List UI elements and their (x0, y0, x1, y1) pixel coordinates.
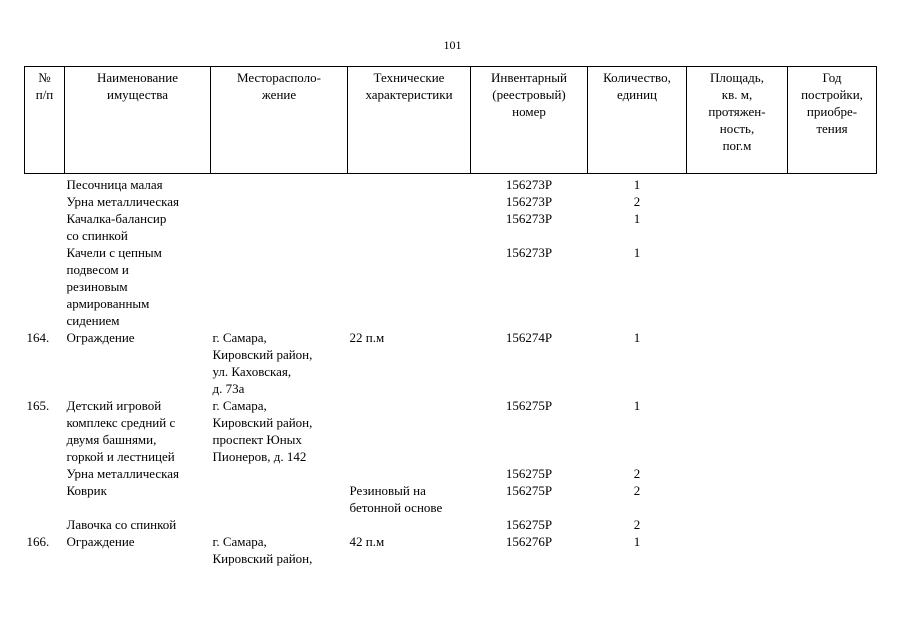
cell-tech (348, 465, 471, 482)
header-quantity: Количество, единиц (588, 67, 687, 174)
cell-num (25, 465, 65, 482)
cell-quantity: 1 (633, 177, 641, 192)
table-row (25, 174, 877, 194)
cell-tech: 42 п.м (349, 534, 385, 549)
table-row (25, 465, 877, 482)
table-row (25, 329, 877, 397)
table-row (25, 193, 877, 210)
cell-area (687, 210, 788, 244)
cell-num (25, 210, 65, 244)
cell-tech (348, 193, 471, 210)
cell-quantity: 2 (633, 194, 641, 209)
cell-tech (348, 174, 471, 194)
cell-inventory: 156275Р (505, 398, 553, 413)
cell-location (211, 482, 348, 516)
cell-location (211, 244, 348, 329)
cell-num: 164. (26, 330, 50, 345)
cell-quantity: 1 (633, 245, 641, 260)
cell-tech (348, 516, 471, 533)
header-num: № п/п (25, 67, 65, 174)
cell-tech: Резиновый на бетонной основе (349, 483, 443, 515)
cell-name: Качалка-балансир со спинкой (66, 211, 167, 243)
table-row (25, 482, 877, 516)
cell-quantity: 1 (633, 330, 641, 345)
property-register-table (24, 66, 877, 567)
header-inventory: Инвентарный (реестровый) номер (471, 67, 588, 174)
cell-area (687, 397, 788, 465)
cell-name: Качели с цепным подвесом и резиновым армированным сидением (66, 245, 162, 328)
cell-location (211, 193, 348, 210)
table-body (25, 174, 877, 568)
cell-location (211, 516, 348, 533)
cell-location (211, 174, 348, 194)
cell-area (687, 174, 788, 194)
cell-name: Детский игровой комплекс средний с двумя башнями, горкой и лестницей (66, 398, 176, 464)
cell-year (788, 465, 877, 482)
cell-inventory: 156273Р (505, 194, 553, 209)
cell-location: г. Самара, Кировский район, (212, 534, 313, 566)
cell-area (687, 516, 788, 533)
cell-num (25, 482, 65, 516)
cell-inventory: 156274Р (505, 330, 553, 345)
cell-year (788, 174, 877, 194)
cell-area (687, 329, 788, 397)
cell-year (788, 397, 877, 465)
cell-inventory: 156276Р (505, 534, 553, 549)
cell-name: Лавочка со спинкой (66, 517, 177, 532)
cell-quantity: 1 (633, 398, 641, 413)
header-area: Площадь, кв. м, протяжен- ность, пог.м (687, 67, 788, 174)
cell-quantity: 2 (633, 517, 641, 532)
cell-location: г. Самара, Кировский район, проспект Юных Пионеров, д. 142 (212, 398, 313, 464)
table-header (25, 67, 877, 174)
cell-tech (348, 244, 471, 329)
cell-year (788, 244, 877, 329)
cell-name: Урна металлическая (66, 194, 179, 209)
table-row (25, 533, 877, 567)
cell-name: Ограждение (66, 330, 135, 345)
cell-location: г. Самара, Кировский район, ул. Каховская, д. 73а (212, 330, 313, 396)
cell-year (788, 329, 877, 397)
cell-year (788, 210, 877, 244)
cell-year (788, 482, 877, 516)
cell-num (25, 244, 65, 329)
cell-quantity: 1 (633, 211, 641, 226)
cell-tech (348, 210, 471, 244)
cell-year (788, 533, 877, 567)
cell-num (25, 193, 65, 210)
cell-area (687, 193, 788, 210)
cell-inventory: 156273Р (505, 211, 553, 226)
cell-inventory: 156273Р (505, 177, 553, 192)
cell-num (25, 516, 65, 533)
table-row (25, 244, 877, 329)
table-row (25, 210, 877, 244)
table-row (25, 397, 877, 465)
cell-quantity: 1 (633, 534, 641, 549)
header-location: Месторасполо- жение (211, 67, 348, 174)
cell-name: Песочница малая (66, 177, 163, 192)
cell-location (211, 210, 348, 244)
cell-location (211, 465, 348, 482)
cell-area (687, 465, 788, 482)
cell-name: Урна металлическая (66, 466, 179, 481)
cell-num: 166. (26, 534, 50, 549)
cell-tech (348, 397, 471, 465)
cell-inventory: 156275Р (505, 466, 553, 481)
cell-name: Коврик (66, 483, 107, 498)
header-row (25, 67, 877, 174)
cell-inventory: 156273Р (505, 245, 553, 260)
cell-area (687, 533, 788, 567)
cell-tech: 22 п.м (349, 330, 385, 345)
cell-inventory: 156275Р (505, 517, 553, 532)
header-tech: Технические характеристики (348, 67, 471, 174)
cell-num: 165. (26, 398, 50, 413)
cell-area (687, 244, 788, 329)
cell-inventory: 156275Р (505, 483, 553, 498)
cell-year (788, 516, 877, 533)
page-number: 101 (443, 38, 462, 52)
table-row (25, 516, 877, 533)
cell-name: Ограждение (66, 534, 135, 549)
cell-area (687, 482, 788, 516)
cell-year (788, 193, 877, 210)
header-year: Год постройки, приобре- тения (788, 67, 877, 174)
cell-quantity: 2 (633, 483, 641, 498)
cell-num (25, 174, 65, 194)
header-name: Наименование имущества (65, 67, 211, 174)
cell-quantity: 2 (633, 466, 641, 481)
